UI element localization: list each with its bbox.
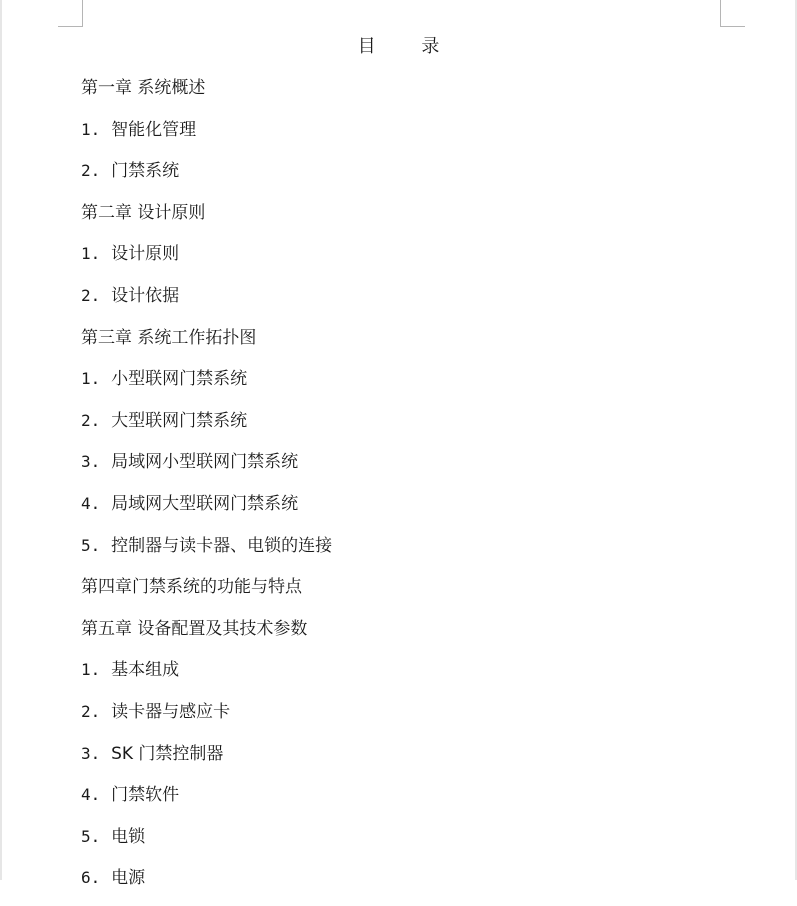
toc-entry-number: 2. <box>81 285 101 305</box>
toc-entry-number: 2. <box>81 701 101 721</box>
toc-entry-text: 第二章 设计原则 <box>81 202 206 223</box>
toc-entry[interactable] <box>81 823 332 865</box>
toc-entry-text: 门禁软件 <box>111 785 180 806</box>
toc-entry-number: 1. <box>81 660 101 680</box>
toc-entry-number: 1. <box>81 244 101 264</box>
toc-entry[interactable] <box>81 365 332 407</box>
toc-chapter-entry[interactable] <box>81 615 332 657</box>
toc-entry[interactable] <box>81 282 332 324</box>
toc-entry[interactable] <box>81 656 332 698</box>
toc-entry-text: 设计依据 <box>111 285 180 306</box>
toc-entry[interactable] <box>81 781 332 823</box>
toc-chapter-entry[interactable] <box>81 573 332 615</box>
toc-entry-text: 局域网小型联网门禁系统 <box>111 452 299 473</box>
toc-entry-text: 基本组成 <box>111 660 180 681</box>
toc-entry-text: 局域网大型联网门禁系统 <box>111 493 299 514</box>
toc-entry[interactable] <box>81 740 332 782</box>
toc-entry-number: 6. <box>81 868 101 888</box>
toc-entry-text: 小型联网门禁系统 <box>111 369 248 390</box>
toc-entry[interactable] <box>81 448 332 490</box>
toc-entry[interactable] <box>81 698 332 740</box>
page-edge-left <box>0 0 2 880</box>
toc-entry[interactable] <box>81 116 332 158</box>
toc-chapter-entry[interactable] <box>81 324 332 366</box>
crop-mark-right <box>720 0 745 27</box>
toc-chapter-entry[interactable] <box>81 74 332 116</box>
toc-entry-number: 3. <box>81 743 101 763</box>
toc-entry-text: 读卡器与感应卡 <box>111 701 231 722</box>
toc-entry-text: 控制器与读卡器、电锁的连接 <box>111 535 333 556</box>
toc-entry-number: 3. <box>81 452 101 472</box>
toc-entry-number: 4. <box>81 785 101 805</box>
toc-entry-text: SK 门禁控制器 <box>111 743 224 764</box>
toc-entry[interactable] <box>81 157 332 199</box>
toc-entry-text: 第一章 系统概述 <box>81 78 206 98</box>
toc-entry-text: 设计原则 <box>111 244 180 265</box>
toc-entry-number: 2. <box>81 161 101 181</box>
toc-entry-number: 5. <box>81 535 101 555</box>
toc-entry-number: 1. <box>81 369 101 389</box>
toc-entry-text: 第四章门禁系统的功能与特点 <box>81 577 302 598</box>
toc-entry-number: 5. <box>81 826 101 846</box>
toc-entry-text: 门禁系统 <box>111 161 180 182</box>
toc-entry-text: 第五章 设备配置及其技术参数 <box>81 618 308 639</box>
toc-entry[interactable] <box>81 532 332 574</box>
toc-title: 目 录 <box>357 36 460 57</box>
toc-entry-number: 1. <box>81 119 101 139</box>
toc-entry[interactable] <box>81 490 332 532</box>
toc-entry-text: 大型联网门禁系统 <box>111 410 248 431</box>
toc-entry-text: 第三章 系统工作拓扑图 <box>81 327 257 348</box>
toc-entry[interactable] <box>81 407 332 449</box>
toc-entry-text: 电源 <box>111 868 146 889</box>
toc-entry-number: 4. <box>81 493 101 513</box>
toc-entry-text: 智能化管理 <box>111 119 197 140</box>
toc-chapter-entry[interactable] <box>81 199 332 241</box>
crop-mark-left <box>58 0 83 27</box>
toc-entry[interactable] <box>81 864 332 906</box>
toc-list <box>81 74 332 906</box>
toc-entry-number: 2. <box>81 410 101 430</box>
toc-entry-text: 电锁 <box>111 826 146 847</box>
toc-entry[interactable] <box>81 240 332 282</box>
